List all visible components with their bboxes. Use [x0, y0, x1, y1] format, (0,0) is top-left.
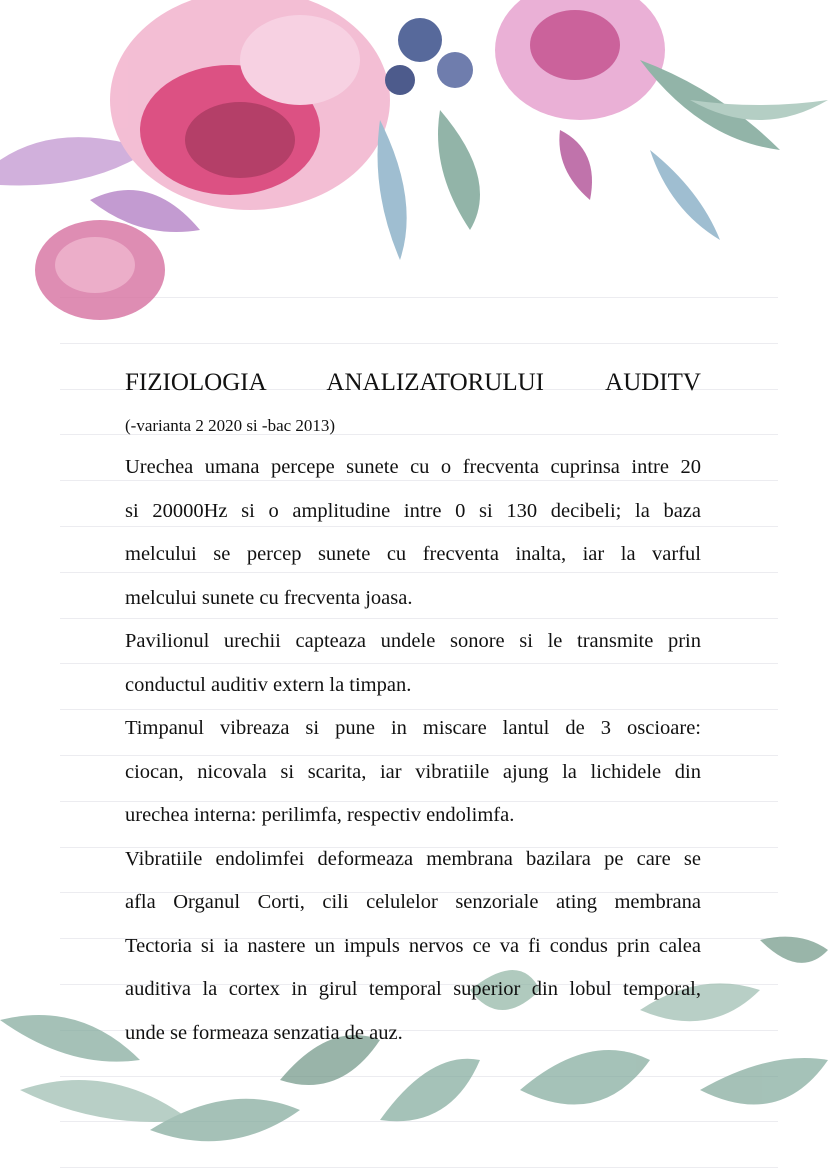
document-body [125, 360, 701, 1055]
ruled-line [60, 343, 778, 344]
text-line: Vibratiile endolimfei deformeaza membrana bazilara pe care se [125, 847, 701, 870]
document-subtitle: (-varianta 2 2020 si -bac 2013) [125, 416, 336, 435]
text-line: afla Organul Corti, cili celulelor senzoriale ating membrana [125, 891, 701, 913]
text-line: conductul auditiv extern la timpan. [125, 673, 412, 696]
text-line: Tectoria si ia nastere un impuls nervos ce va fi condus prin calea [125, 934, 701, 957]
text-line: Timpanul vibreaza si pune in miscare lantul de 3 oscioare: [125, 717, 701, 739]
text-line: melcului sunete cu frecventa joasa. [125, 586, 413, 609]
text-line: auditiva la cortex in girul temporal superior din lobul temporal, [125, 978, 701, 1000]
document-title: FIZIOLOGIA ANALIZATORULUI AUDITV [125, 369, 701, 396]
text-line: si 20000Hz si o amplitudine intre 0 si 130 decibeli; la baza [125, 499, 701, 522]
text-line: unde se formeaza senzatia de auz. [125, 1021, 403, 1044]
paragraph-lines [125, 446, 701, 1055]
text-line: Urechea umana percepe sunete cu o frecventa cuprinsa intre 20 [125, 456, 701, 478]
text-line: ciocan, nicovala si scarita, iar vibratiile ajung la lichidele din [125, 760, 701, 783]
text-line: Pavilionul urechii capteaza undele sonore si le transmite prin [125, 630, 701, 652]
text-line: urechea interna: perilimfa, respectiv endolimfa. [125, 804, 515, 826]
top-floral-decoration [0, 0, 828, 340]
text-line: melcului se percep sunete cu frecventa inalta, iar la varful [125, 543, 701, 565]
